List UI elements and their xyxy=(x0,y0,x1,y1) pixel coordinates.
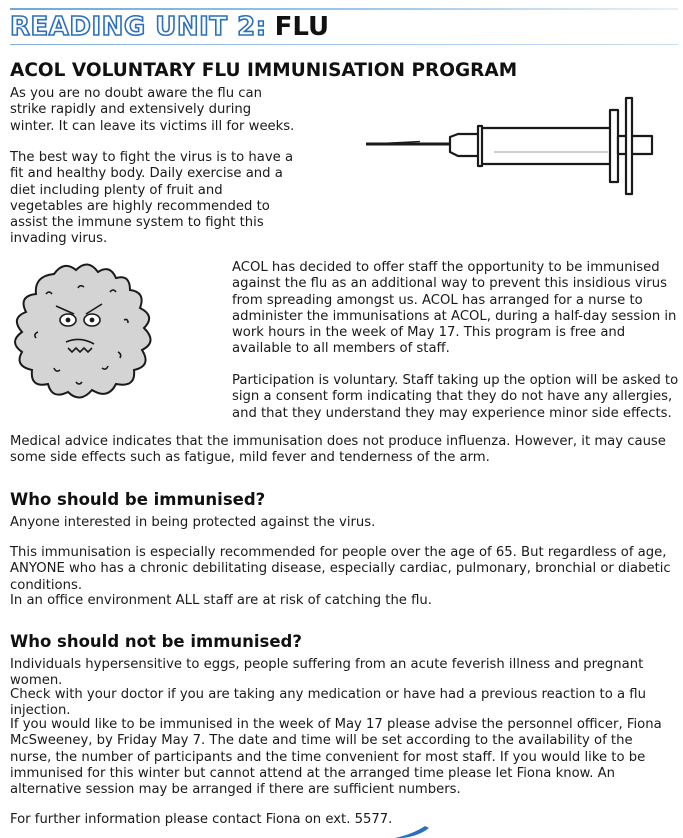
decorative-wave-icon xyxy=(395,826,435,838)
contact-paragraph: For further information please contact Fiona on ext. 5577. xyxy=(10,812,393,827)
medical-advice-paragraph: Medical advice indicates that the immunisation does not produce influenza. However, it may cause some side effects such as fatigue, mild fever and tenderness of the arm. xyxy=(10,434,666,466)
who-should-paragraph-1: Anyone interested in being protected against the virus. xyxy=(10,515,376,530)
offer-paragraph-2: Participation is voluntary. Staff taking up the option will be asked to sign a consent form indicating that they do not have any allergies, and that they understand they may experience minor side effects. xyxy=(232,373,679,421)
unit-label: READING UNIT 2: xyxy=(10,12,267,42)
header-underline xyxy=(10,44,678,45)
who-should-not-heading: Who should not be immunised? xyxy=(10,632,302,651)
who-should-not-paragraph-2: Check with your doctor if you are taking any medication or have had a previous reaction to a flu injection. xyxy=(10,687,646,719)
header-top-rule xyxy=(10,8,678,10)
who-should-heading: Who should be immunised? xyxy=(10,490,266,509)
flu-virus-icon xyxy=(6,258,166,408)
unit-header xyxy=(10,12,329,44)
who-should-paragraph-2: This immunisation is especially recommended for people over the age of 65. But regardless of age, ANYONE who has a chronic debilitating disease, especially cardiac, pulmonary, bronchial or diabetic conditions. xyxy=(10,545,671,593)
who-should-not-paragraph-1: Individuals hypersensitive to eggs, people suffering from an acute feverish illness and pregnant women. xyxy=(10,657,644,689)
page-title: ACOL VOLUNTARY FLU IMMUNISATION PROGRAM xyxy=(10,60,518,81)
offer-paragraph-1: ACOL has decided to offer staff the opportunity to be immunised against the flu as an additional way to prevent this insidious virus from spreading amongst us. ACOL has arranged for a nurse to administer the immunisations at ACOL, during a half-day session in work hours in the week of May 17. This program is free and available to all members of staff. xyxy=(232,260,677,357)
unit-topic: FLU xyxy=(274,12,330,42)
intro-paragraph-2: The best way to fight the virus is to have a fit and healthy body. Daily exercise and a diet including plenty of fruit and vegetables are highly recommended to assist the immune system to fight this invading virus. xyxy=(10,150,294,247)
syringe-icon xyxy=(360,92,670,204)
who-should-paragraph-3: In an office environment ALL staff are at risk of catching the flu. xyxy=(10,593,432,608)
intro-paragraph-1: As you are no doubt aware the flu can strike rapidly and extensively during winter. It can leave its victims ill for weeks. xyxy=(10,86,295,134)
who-should-not-paragraph-3: If you would like to be immunised in the week of May 17 please advise the personnel officer, Fiona McSweeney, by Friday May 7. The date and time will be set according to the availability of the nurse, the number of participants and the time convenient for most staff. If you would like to be immunised for this winter but cannot attend at the arranged time please let Fiona know. An alternative session may be arranged if there are sufficient numbers. xyxy=(10,717,662,798)
